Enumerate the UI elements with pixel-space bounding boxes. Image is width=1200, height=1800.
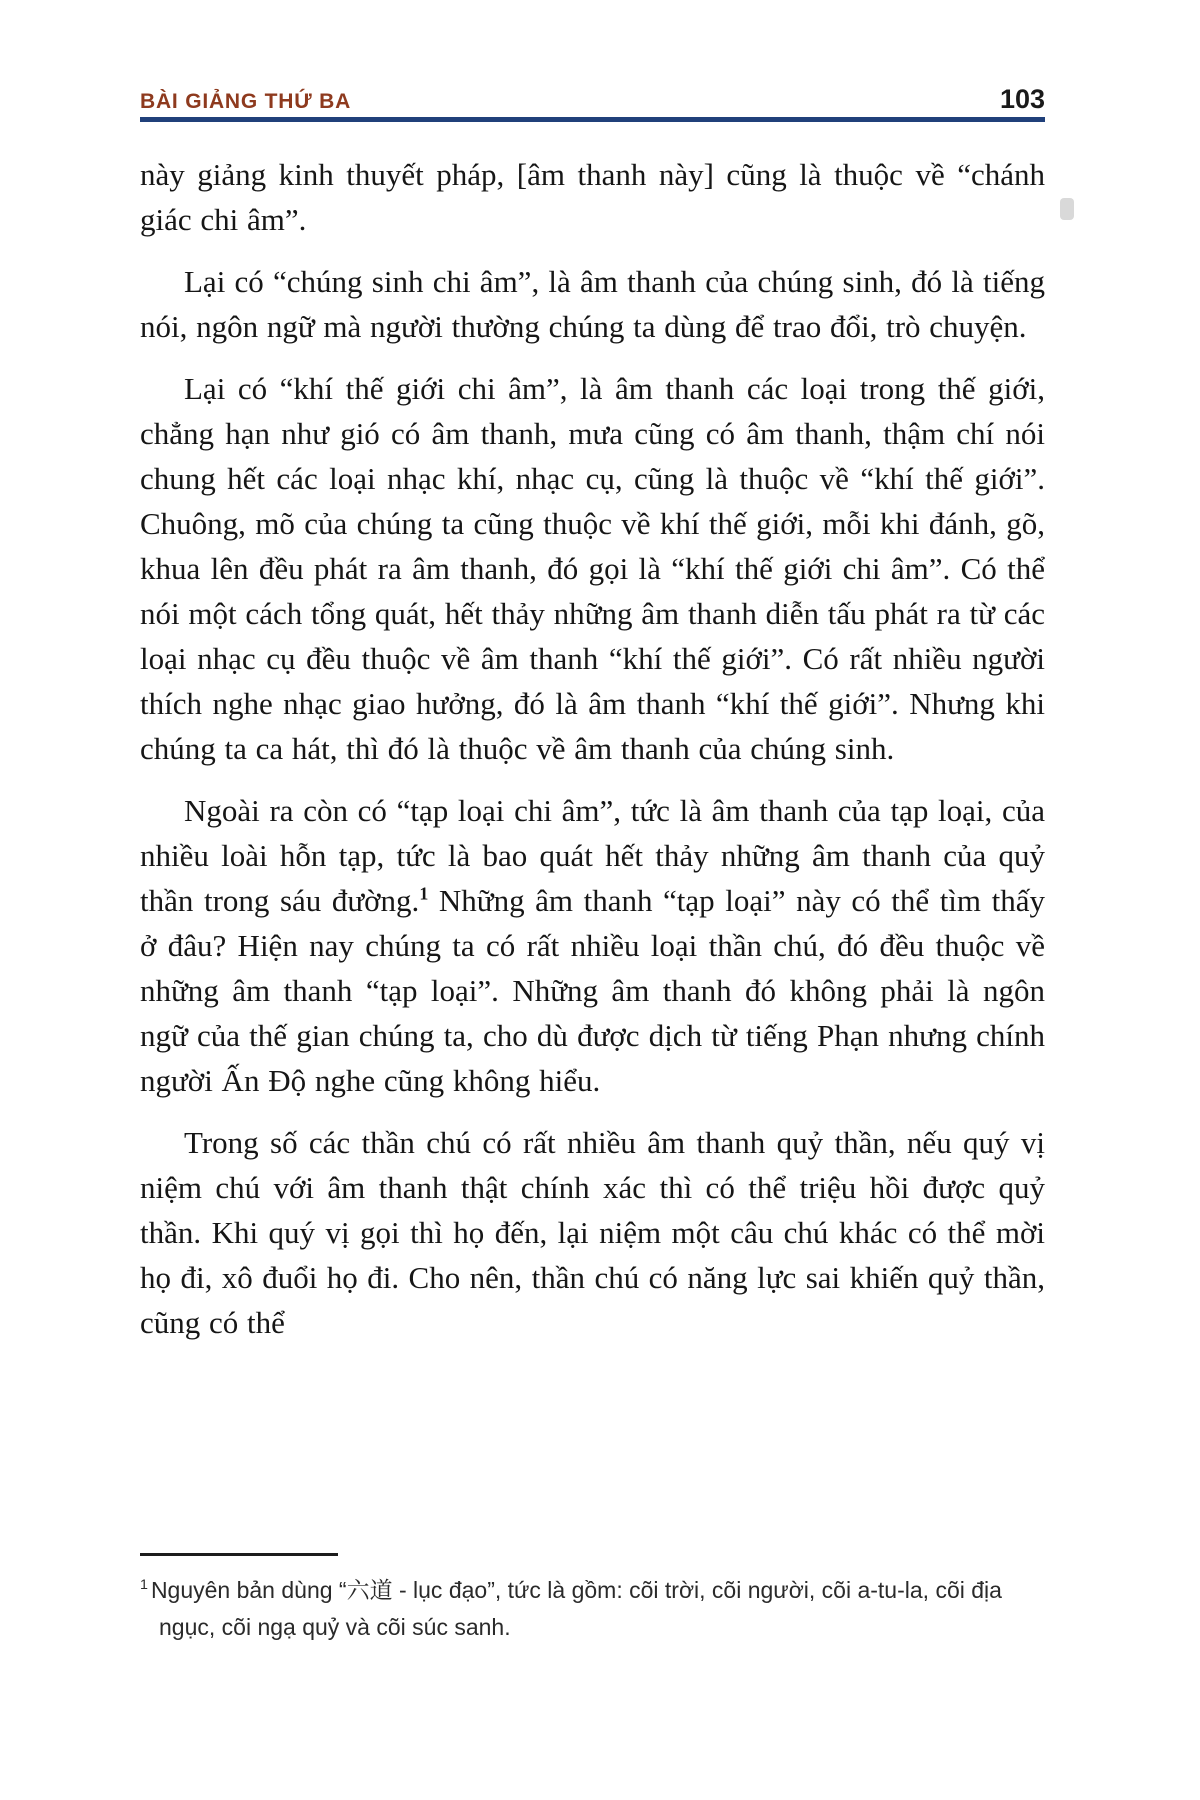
footnote-marker: 1: [140, 1577, 148, 1594]
paragraph-text: Trong số các thần chú có rất nhiều âm thanh quỷ thần, nếu quý vị niệm chú với âm thanh thật chính xác thì có thể triệu hồi được quỷ thần. Khi quý vị gọi thì họ đến, lại niệm một câu chú khác có thể mời họ đi, xô đuổi họ đi. Cho nên, thần chú có năng lực sai khiến quỷ thần, cũng có thể: [140, 1125, 1045, 1340]
page-body: [140, 152, 1045, 1362]
paragraph-text: này giảng kinh thuyết pháp, [âm thanh này] cũng là thuộc về “chánh giác chi âm”.: [140, 157, 1045, 237]
header-rule: [140, 117, 1045, 122]
footnote-text: Nguyên bản dùng “六道 - lục đạo”, tức là gồm: cõi trời, cõi người, cõi a-tu-la, cõi địa ngục, cõi ngạ quỷ và cõi súc sanh.: [150, 1577, 1002, 1640]
page-number: 103: [999, 84, 1045, 114]
paragraph: [140, 152, 1045, 242]
paragraph: [140, 366, 1045, 771]
paragraph: [140, 788, 1045, 1103]
running-header-title: BÀI GIẢNG THỨ BA: [140, 90, 352, 113]
paragraph: [140, 1120, 1045, 1345]
scan-artifact: [1060, 198, 1074, 220]
paragraph-text: Lại có “chúng sinh chi âm”, là âm thanh của chúng sinh, đó là tiếng nói, ngôn ngữ mà người thường chúng ta dùng để trao đổi, trò chuyện.: [140, 264, 1045, 344]
footnote-reference: 1: [419, 883, 429, 904]
paragraph-text: Những âm thanh “tạp loại” này có thể tìm thấy ở đâu? Hiện nay chúng ta có rất nhiều loại thần chú, đó đều thuộc về những âm thanh “tạp loại”. Những âm thanh đó không phải là ngôn ngữ của thế gian chúng ta, cho dù được dịch từ tiếng Phạn nhưng chính người Ấn Độ nghe cũng không hiểu.: [140, 883, 1045, 1098]
paragraph-text: Ngoài ra còn có “tạp loại chi âm”, tức là âm thanh của tạp loại, của nhiều loài hỗn tạp, tức là bao quát hết thảy những âm thanh của quỷ thần trong sáu đường.: [140, 793, 1045, 918]
footnote-separator: [140, 1553, 338, 1556]
paragraph: [140, 259, 1045, 349]
paragraph-text: Lại có “khí thế giới chi âm”, là âm thanh các loại trong thế giới, chẳng hạn như gió có âm thanh, mưa cũng có âm thanh, thậm chí nói chung hết các loại nhạc khí, nhạc cụ, cũng là thuộc về “khí thế giới”. Chuông, mõ của chúng ta cũng thuộc về khí thế giới, mỗi khi đánh, gõ, khua lên đều phát ra âm thanh, đó gọi là “khí thế giới chi âm”. Có thể nói một cách tổng quát, hết thảy những âm thanh diễn tấu phát ra từ các loại nhạc cụ đều thuộc về âm thanh “khí thế giới”. Có rất nhiều người thích nghe nhạc giao hưởng, đó là âm thanh “khí thế giới”. Nhưng khi chúng ta ca hát, thì đó là thuộc về âm thanh của chúng sinh.: [140, 371, 1045, 766]
footnote: [140, 1572, 1039, 1646]
page-header: [140, 84, 1045, 115]
